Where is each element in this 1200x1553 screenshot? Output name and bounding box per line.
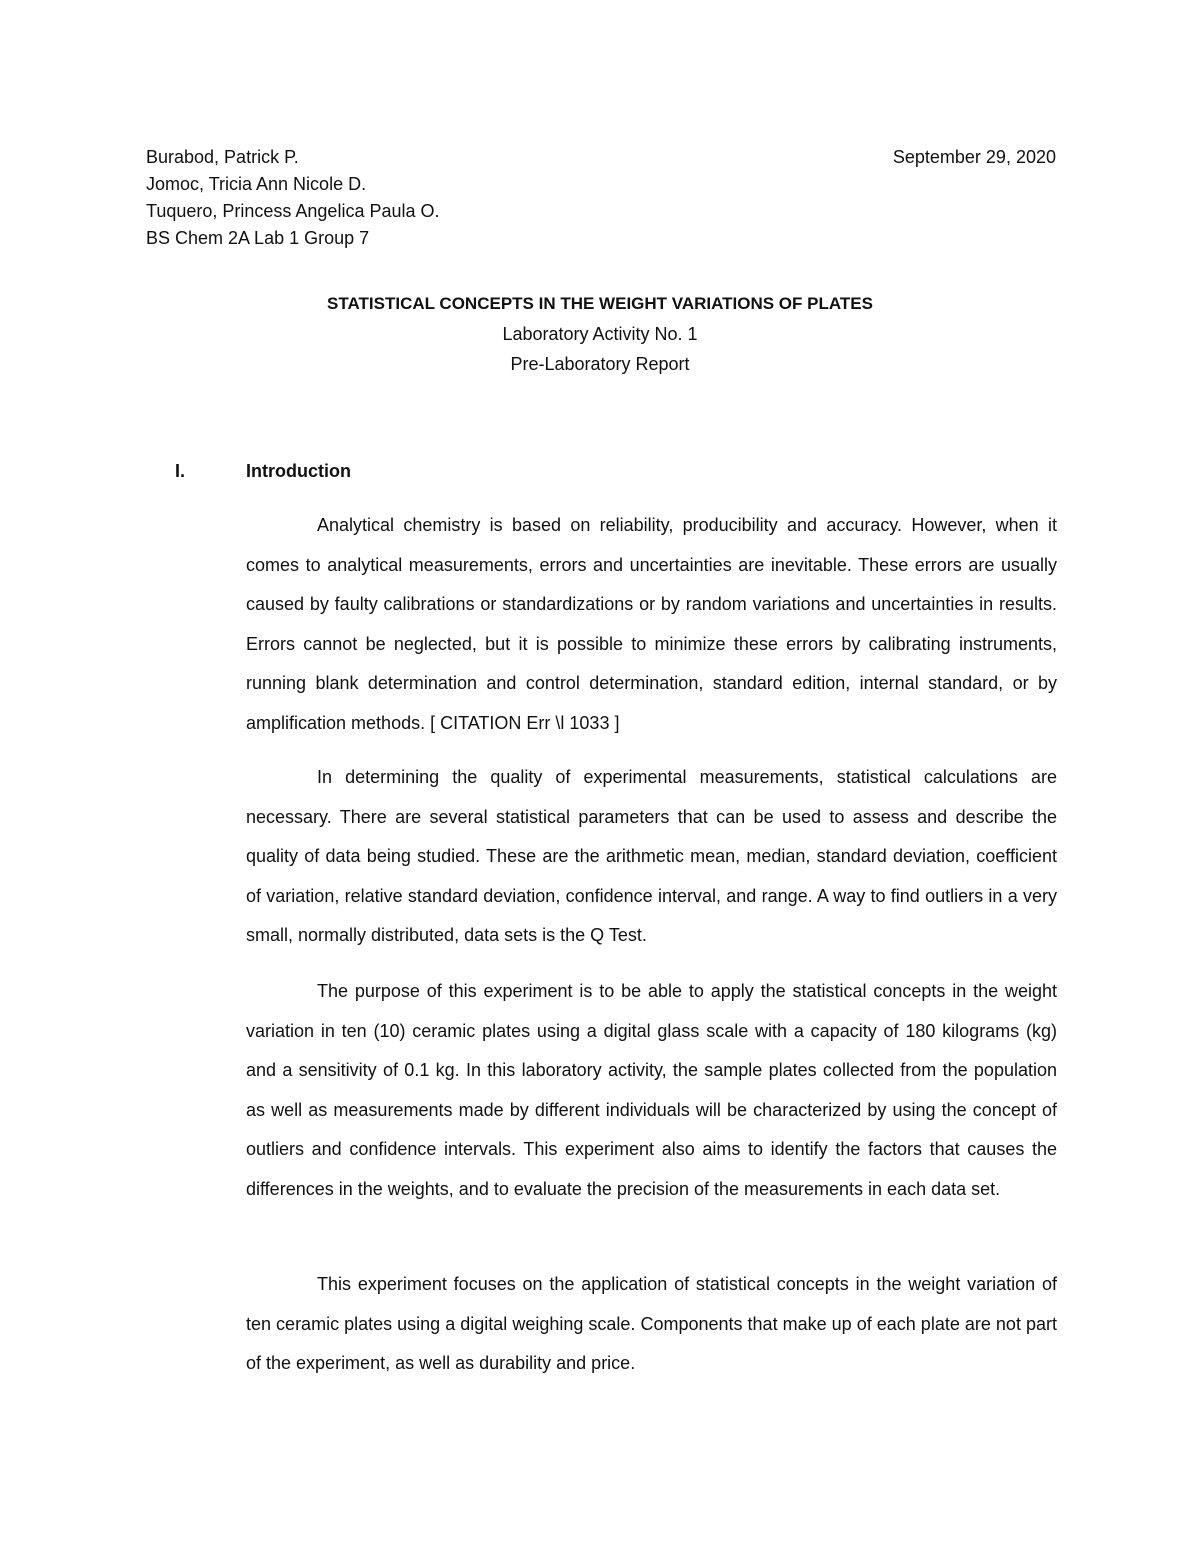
body-paragraph: The purpose of this experiment is to be able to apply the statistical concepts in the weight variation in ten (10) ceramic plates using a digital glass scale with a capacity of 180 kilograms (kg) and a sensitivity of 0.1 kg. In this laboratory activity, the sample plates collected from the population as well as measurements made by different individuals will be characterized by using the concept of outliers and confidence intervals. This experiment also aims to identify the factors that causes the differences in the weights, and to evaluate the precision of the measurements in each data set. bbox=[246, 981, 1057, 1199]
header-block bbox=[146, 144, 1056, 252]
section-title: Introduction bbox=[246, 461, 351, 481]
author-name: Tuquero, Princess Angelica Paula O. bbox=[146, 201, 440, 221]
body-paragraph: This experiment focuses on the application of statistical concepts in the weight variation of ten ceramic plates using a digital weighing scale. Components that make up of each plate are not part of the experiment, as well as durability and price. bbox=[246, 1274, 1057, 1374]
document-title: STATISTICAL CONCEPTS IN THE WEIGHT VARIATIONS OF PLATES bbox=[327, 294, 873, 313]
section-number: I. bbox=[175, 461, 186, 481]
group-info: BS Chem 2A Lab 1 Group 7 bbox=[146, 228, 370, 248]
report-type: Pre-Laboratory Report bbox=[510, 354, 690, 374]
author-name: Burabod, Patrick P. bbox=[146, 147, 299, 167]
body-paragraph: Analytical chemistry is based on reliability, producibility and accuracy. However, when it comes to analytical measurements, errors and uncertainties are inevitable. These errors are usually caused by faulty calibrations or standardizations or by random variations and uncertainties in results. Errors cannot be neglected, but it is possible to minimize these errors by calibrating instruments, running blank determination and control determination, standard edition, internal standard, or by amplification methods. [ CITATION Err \l 1033 ] bbox=[246, 515, 1057, 733]
activity-label: Laboratory Activity No. 1 bbox=[502, 324, 698, 344]
author-name: Jomoc, Tricia Ann Nicole D. bbox=[146, 174, 367, 194]
body-paragraph: In determining the quality of experimental measurements, statistical calculations are necessary. There are several statistical parameters that can be used to assess and describe the quality of data being studied. These are the arithmetic mean, median, standard deviation, coefficient of variation, relative standard deviation, confidence interval, and range. A way to find outliers in a very small, normally distributed, data sets is the Q Test. bbox=[246, 767, 1057, 946]
report-date: September 29, 2020 bbox=[892, 147, 1056, 167]
title-block bbox=[0, 289, 1200, 379]
